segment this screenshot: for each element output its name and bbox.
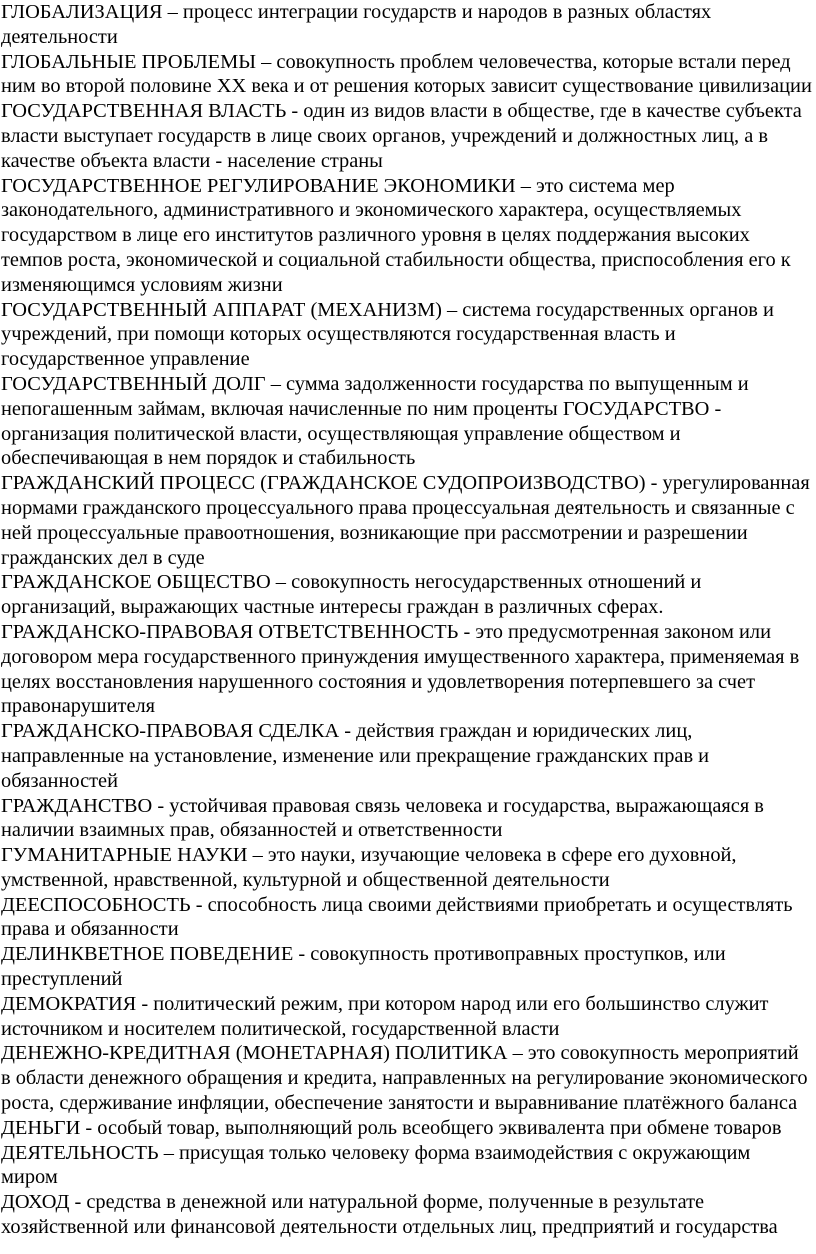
glossary-term: ГРАЖДАНСКОЕ ОБЩЕСТВО bbox=[1, 571, 271, 594]
glossary-term: ГОСУДАРСТВЕННОЕ РЕГУЛИРОВАНИЕ ЭКОНОМИКИ bbox=[1, 174, 516, 197]
glossary-entry bbox=[1, 620, 812, 719]
glossary-definition: - способность лица своими действиями приобретать и осуществлять права и обязанности bbox=[1, 893, 793, 941]
glossary-definition: – система государственных органов и учреждений, при помощи которых осуществляются государственная власть и государственное управление bbox=[1, 298, 774, 371]
glossary-entry bbox=[1, 298, 812, 372]
glossary-term: ГЛОБАЛЬНЫЕ ПРОБЛЕМЫ bbox=[1, 50, 257, 73]
glossary-definition: - политический режим, при котором народ или его большинство служит источником и носителем политической, государственной власти bbox=[1, 992, 769, 1040]
glossary-definition: – совокупность проблем человечества, которые встали перед ним во второй половине ХХ века и от решения которых зависит существование цивилизации bbox=[1, 50, 812, 98]
glossary-definition: – это науки, изучающие человека в сфере его духовной, умственной, нравственной, культурной и общественной деятельности bbox=[1, 844, 737, 891]
glossary-definition: - совокупность противоправных проступков, или преступлений bbox=[1, 943, 726, 991]
glossary-definition: – присущая только человеку форма взаимодействия с окружающим миром bbox=[1, 1141, 751, 1189]
glossary-entry bbox=[1, 50, 812, 100]
glossary-term: ДЕНЬГИ bbox=[1, 1116, 81, 1139]
glossary-term: ГЛОБАЛИЗАЦИЯ bbox=[1, 1, 163, 23]
glossary-definition: – это система мер законодательного, административного и экономического характера, осуществляемых государством в лице его институтов различного уровня в целях поддержания высоких темпов роста, экономической и социальной стабильности общества, приспособления его к изменяющимся условиям жизни bbox=[1, 174, 791, 296]
glossary-definition: – процесс интеграции государств и народов в разных областях деятельности bbox=[1, 1, 712, 48]
glossary-entry bbox=[1, 372, 812, 471]
glossary-term: ДОХОД bbox=[1, 1191, 70, 1214]
glossary-entry bbox=[1, 174, 812, 298]
glossary-entry bbox=[1, 893, 812, 943]
glossary-entry bbox=[1, 1041, 812, 1115]
glossary-entry bbox=[1, 1141, 812, 1191]
glossary-definition: - урегулированная нормами гражданского процессуального права процессуальная деятельность и связанные с ней процессуальные правоотношения, возникающие при рассмотрении и разрешении гражданских дел в суде bbox=[1, 472, 810, 569]
glossary-term: ГРАЖДАНСКИЙ ПРОЦЕСС (ГРАЖДАНСКОЕ СУДОПРОИЗВОДСТВО) bbox=[1, 472, 646, 495]
glossary-entry bbox=[1, 99, 812, 173]
glossary-definition: - действия граждан и юридических лиц, направленные на установление, изменение или прекращение гражданских прав и обязанностей bbox=[1, 720, 710, 792]
glossary-entry bbox=[1, 843, 812, 893]
glossary-term: ГОСУДАРСТВЕННЫЙ ДОЛГ bbox=[1, 372, 266, 395]
glossary-entry bbox=[1, 794, 812, 844]
glossary-entry bbox=[1, 1190, 812, 1240]
glossary-term: ГОСУДАРСТВЕННАЯ ВЛАСТЬ bbox=[1, 100, 287, 123]
glossary-term: ДЕНЕЖНО-КРЕДИТНАЯ (МОНЕТАРНАЯ) ПОЛИТИКА bbox=[1, 1042, 508, 1065]
glossary-definition: – это совокупность мероприятий в области денежного обращения и кредита, направленных на регулирование экономического роста, сдерживание инфляции, обеспечение занятости и выравнивание платёжного баланса bbox=[1, 1042, 808, 1115]
glossary-entry bbox=[1, 1116, 812, 1141]
glossary-definition: – сумма задолженности государства по выпущенным и непогашенным займам, включая начисленные по ним проценты ГОСУДАРСТВО - организация политической власти, осуществляющая управление обществом и обеспечивающая в нем порядок и стабильность bbox=[1, 372, 749, 470]
glossary-definition: - один из видов власти в обществе, где в качестве субъекта власти выступает государств в лице своих органов, учреждений и должностных лиц, а в качестве объекта власти - население страны bbox=[1, 100, 802, 172]
glossary-entry bbox=[1, 471, 812, 570]
glossary-term: ГРАЖДАНСКО-ПРАВОВАЯ ОТВЕТСТВЕННОСТЬ bbox=[1, 620, 459, 643]
glossary-entry bbox=[1, 570, 812, 620]
glossary-entry bbox=[1, 942, 812, 992]
glossary-entry bbox=[1, 992, 812, 1042]
glossary-term: ДЕЕСПОСОБНОСТЬ bbox=[1, 893, 191, 916]
glossary-term: ДЕЛИНКВЕТНОЕ ПОВЕДЕНИЕ bbox=[1, 943, 294, 966]
glossary-definition: - это предусмотренная законом или договором мера государственного принуждения имущественного характера, применяемая в целях восстановления нарушенного состояния и удовлетворения потерпевшего за счет правонарушителя bbox=[1, 620, 800, 718]
glossary-term: ДЕЯТЕЛЬНОСТЬ bbox=[1, 1141, 159, 1164]
glossary-definition: - особый товар, выполняющий роль всеобщего эквивалента при обмене товаров bbox=[85, 1116, 782, 1139]
glossary-term: ДЕМОКРАТИЯ bbox=[1, 992, 137, 1015]
glossary-term: ГРАЖДАНСТВО bbox=[1, 794, 153, 817]
glossary-definition: – совокупность негосударственных отношений и организаций, выражающих частные интересы граждан в различных сферах. bbox=[1, 571, 702, 619]
glossary-term: ГУМАНИТАРНЫЕ НАУКИ bbox=[1, 844, 248, 867]
glossary-entry bbox=[1, 0, 812, 50]
glossary-definition: - средства в денежной или натуральной форме, полученные в результате хозяйственной или финансовой деятельности отдельных лиц, предприятий и государства bbox=[1, 1191, 778, 1239]
glossary-term: ГРАЖДАНСКО-ПРАВОВАЯ СДЕЛКА bbox=[1, 720, 340, 743]
glossary-term: ГОСУДАРСТВЕННЫЙ АППАРАТ (МЕХАНИЗМ) bbox=[1, 298, 442, 321]
glossary-definition: - устойчивая правовая связь человека и государства, выражающаяся в наличии взаимных прав, обязанностей и ответственности bbox=[1, 794, 764, 842]
glossary-entry bbox=[1, 719, 812, 793]
